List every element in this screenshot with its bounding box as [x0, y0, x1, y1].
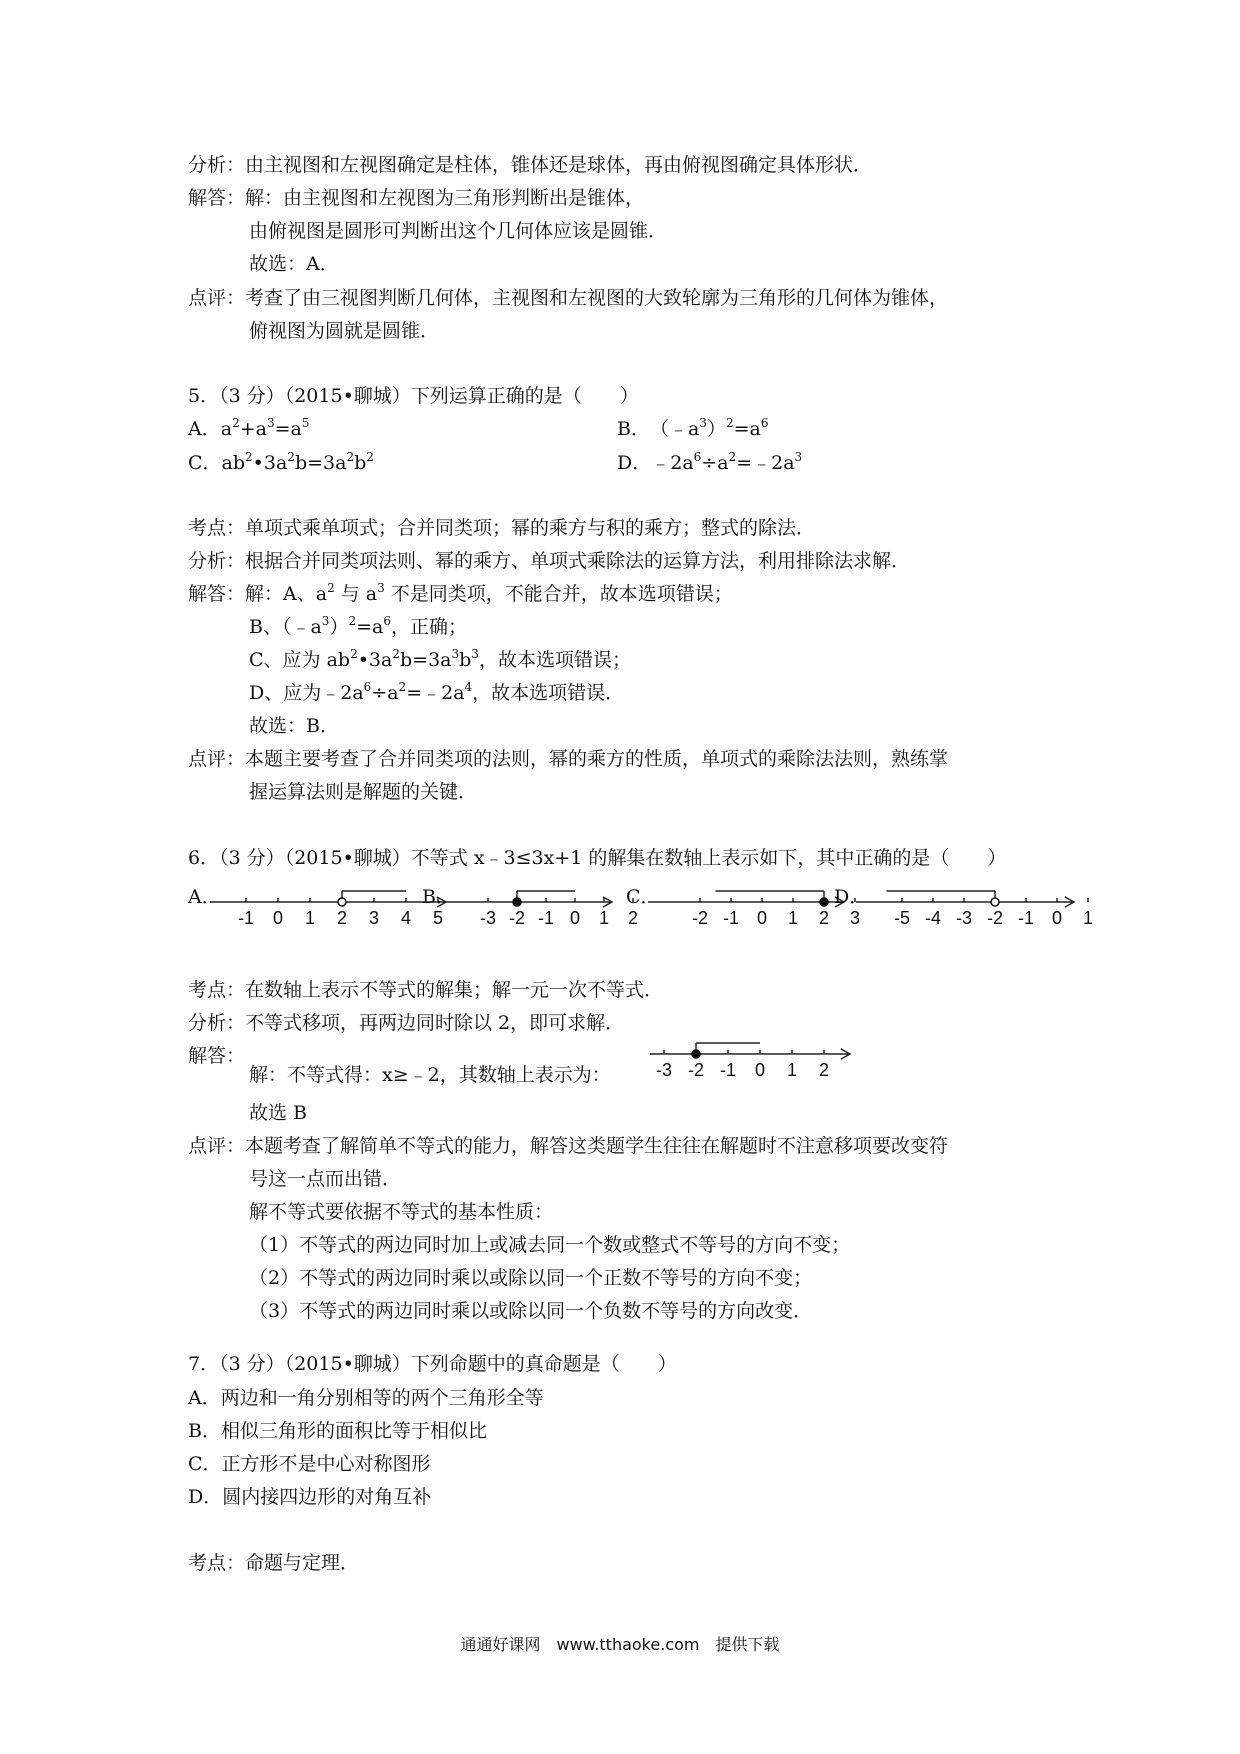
tick-label: 3: [849, 908, 861, 928]
tick-label: 2: [818, 908, 830, 928]
tick-label: 4: [400, 908, 412, 928]
page-footer: 通通好课网 www.tthaoke.com 提供下载: [460, 1635, 780, 1654]
number-line-option-label: D．: [834, 886, 869, 908]
tick-label: -3: [655, 1060, 673, 1080]
tick-label: -3: [479, 908, 497, 928]
q6-number-line-b: [422, 886, 639, 938]
tick-label: 1: [786, 1060, 798, 1080]
tick-label: -1: [722, 908, 740, 928]
q6-comment-line3: 解不等式要依据不等式的基本性质：: [249, 1201, 554, 1223]
closed-point: [820, 898, 828, 906]
q6-number-line-a: [188, 888, 446, 938]
open-point: [991, 898, 999, 906]
tick-label: 3: [368, 908, 380, 928]
tick-label: 2: [627, 908, 639, 928]
tick-label: -3: [955, 908, 973, 928]
tick-label: 2: [336, 908, 348, 928]
q5-answer-line2: B、$(﹣a^3)^2=a^6$，正确；: [249, 614, 467, 638]
q5-option-d: D．$﹣2a^6\div a^2=﹣2a^3$: [617, 450, 803, 474]
q5-answer-line3: C、应为 $ab^2•3a^2b=3a^3b^3$，故本选项错误；: [249, 647, 631, 671]
q6-number-line-d: [834, 886, 1094, 938]
q5-option-b: B． $(﹣a^3)^2=a^6$: [617, 416, 769, 440]
q6-comment-line6: （3）不等式的两边同时乘以或除以同一个负数不等号的方向改变．: [249, 1300, 813, 1322]
tick-label: 0: [1051, 908, 1063, 928]
tick-label: -1: [537, 908, 555, 928]
tick-label: -2: [691, 908, 709, 928]
q4-comment-line1: 点评：考查了由三视图判断几何体，主视图和左视图的大致轮廓为三角形的几何体为锥体，: [188, 287, 949, 309]
tick-label: 1: [1082, 908, 1094, 928]
q6-answer-number-line: [650, 1040, 850, 1090]
closed-point: [513, 898, 521, 906]
tick-label: -1: [237, 908, 255, 928]
q6-stem: 6．（3 分）（2015•聊城）不等式 x﹣3≤3x+1 的解集在数轴上表示如下，其中正确的是（ ）: [188, 847, 1007, 869]
q6-answer-line1: 解：不等式得：x≥﹣2，其数轴上表示为：: [249, 1064, 611, 1086]
number-line-svg: [188, 888, 456, 918]
q5-comment-line1: 点评：本题主要考查了合并同类项的法则，幂的乘方的性质，单项式的乘除法法则，熟练掌: [188, 748, 949, 770]
tick-label: 1: [598, 908, 610, 928]
tick-label: 2: [818, 1060, 830, 1080]
tick-label: 0: [756, 908, 768, 928]
tick-label: -1: [719, 1060, 737, 1080]
q6-number-line-c: [626, 886, 861, 938]
open-point: [338, 898, 346, 906]
tick-label: 5: [432, 908, 444, 928]
q6-answer-choice: 故选 B: [249, 1102, 308, 1124]
q5-stem: 5．（3 分）（2015•聊城）下列运算正确的是（ ）: [188, 385, 639, 407]
tick-label: -2: [986, 908, 1004, 928]
number-line-option-label: A．: [188, 886, 221, 908]
tick-label: 0: [754, 1060, 766, 1080]
tick-label: 1: [304, 908, 316, 928]
q6-comment-line5: （2）不等式的两边同时乘以或除以同一个正数不等号的方向不变；: [249, 1267, 813, 1289]
q6-answer-label: 解答：: [188, 1045, 246, 1067]
tick-label: -1: [1017, 908, 1035, 928]
q6-comment-line2: 号这一点而出错．: [249, 1168, 402, 1190]
q4-analysis: 分析：由主视图和左视图确定是柱体，锥体还是球体，再由俯视图确定具体形状．: [188, 154, 873, 176]
tick-label: 0: [569, 908, 581, 928]
q5-answer-choice: 故选：B．: [249, 715, 339, 737]
q6-point: 考点：在数轴上表示不等式的解集；解一元一次不等式．: [188, 979, 664, 1001]
q7-option-b: B．相似三角形的面积比等于相似比: [188, 1420, 487, 1442]
tick-label: -4: [924, 908, 942, 928]
q4-answer-line1: 解答：解：由主视图和左视图为三角形判断出是锥体，: [188, 187, 645, 209]
q5-point: 考点：单项式乘单项式；合并同类项；幂的乘方与积的乘方；整式的除法．: [188, 517, 816, 539]
q6-comment-line4: （1）不等式的两边同时加上或减去同一个数或整式不等号的方向不变；: [249, 1234, 851, 1256]
q5-answer-line1: 解答：解：A、$a^2$ 与 $a^3$ 不是同类项，不能合并，故本选项错误；: [188, 581, 733, 605]
closed-point: [692, 1050, 700, 1058]
tick-label: 0: [272, 908, 284, 928]
q7-option-c: C．正方形不是中心对称图形: [188, 1453, 431, 1475]
tick-label: 1: [787, 908, 799, 928]
q7-option-d: D．圆内接四边形的对角互补: [188, 1486, 432, 1508]
q7-stem: 7．（3 分）（2015•聊城）下列命题中的真命题是（ ）: [188, 1353, 677, 1375]
q6-analysis: 分析：不等式移项，再两边同时除以 2，即可求解．: [188, 1012, 625, 1034]
number-line-option-label: B．: [422, 886, 455, 908]
tick-label: -2: [687, 1060, 705, 1080]
q4-answer-choice: 故选：A．: [249, 253, 339, 275]
q5-answer-line4: D、应为$﹣2a^6\div a^2=﹣2a^4$，故本选项错误．: [249, 680, 625, 704]
q5-option-a: A．$a^2+a^3=a^5$: [188, 416, 310, 440]
q5-analysis: 分析：根据合并同类项法则、幂的乘方、单项式乘除法的运算方法，利用排除法求解．: [188, 550, 911, 572]
q4-answer-line2: 由俯视图是圆形可判断出这个几何体应该是圆锥．: [249, 220, 668, 242]
q5-option-c: C．$ab^2•3a^2b=3a^2b^2$: [188, 450, 374, 474]
q6-comment-line1: 点评：本题考查了解简单不等式的能力，解答这类题学生往往在解题时不注意移项要改变符: [188, 1135, 949, 1157]
number-line-option-label: C．: [626, 886, 660, 908]
tick-label: -2: [508, 908, 526, 928]
q4-comment-line2: 俯视图为圆就是圆锥．: [249, 320, 440, 342]
q7-point: 考点：命题与定理．: [188, 1552, 360, 1574]
tick-label: -5: [893, 908, 911, 928]
q5-comment-line2: 握运算法则是解题的关键．: [249, 781, 478, 803]
q7-option-a: A．两边和一角分别相等的两个三角形全等: [188, 1387, 544, 1409]
